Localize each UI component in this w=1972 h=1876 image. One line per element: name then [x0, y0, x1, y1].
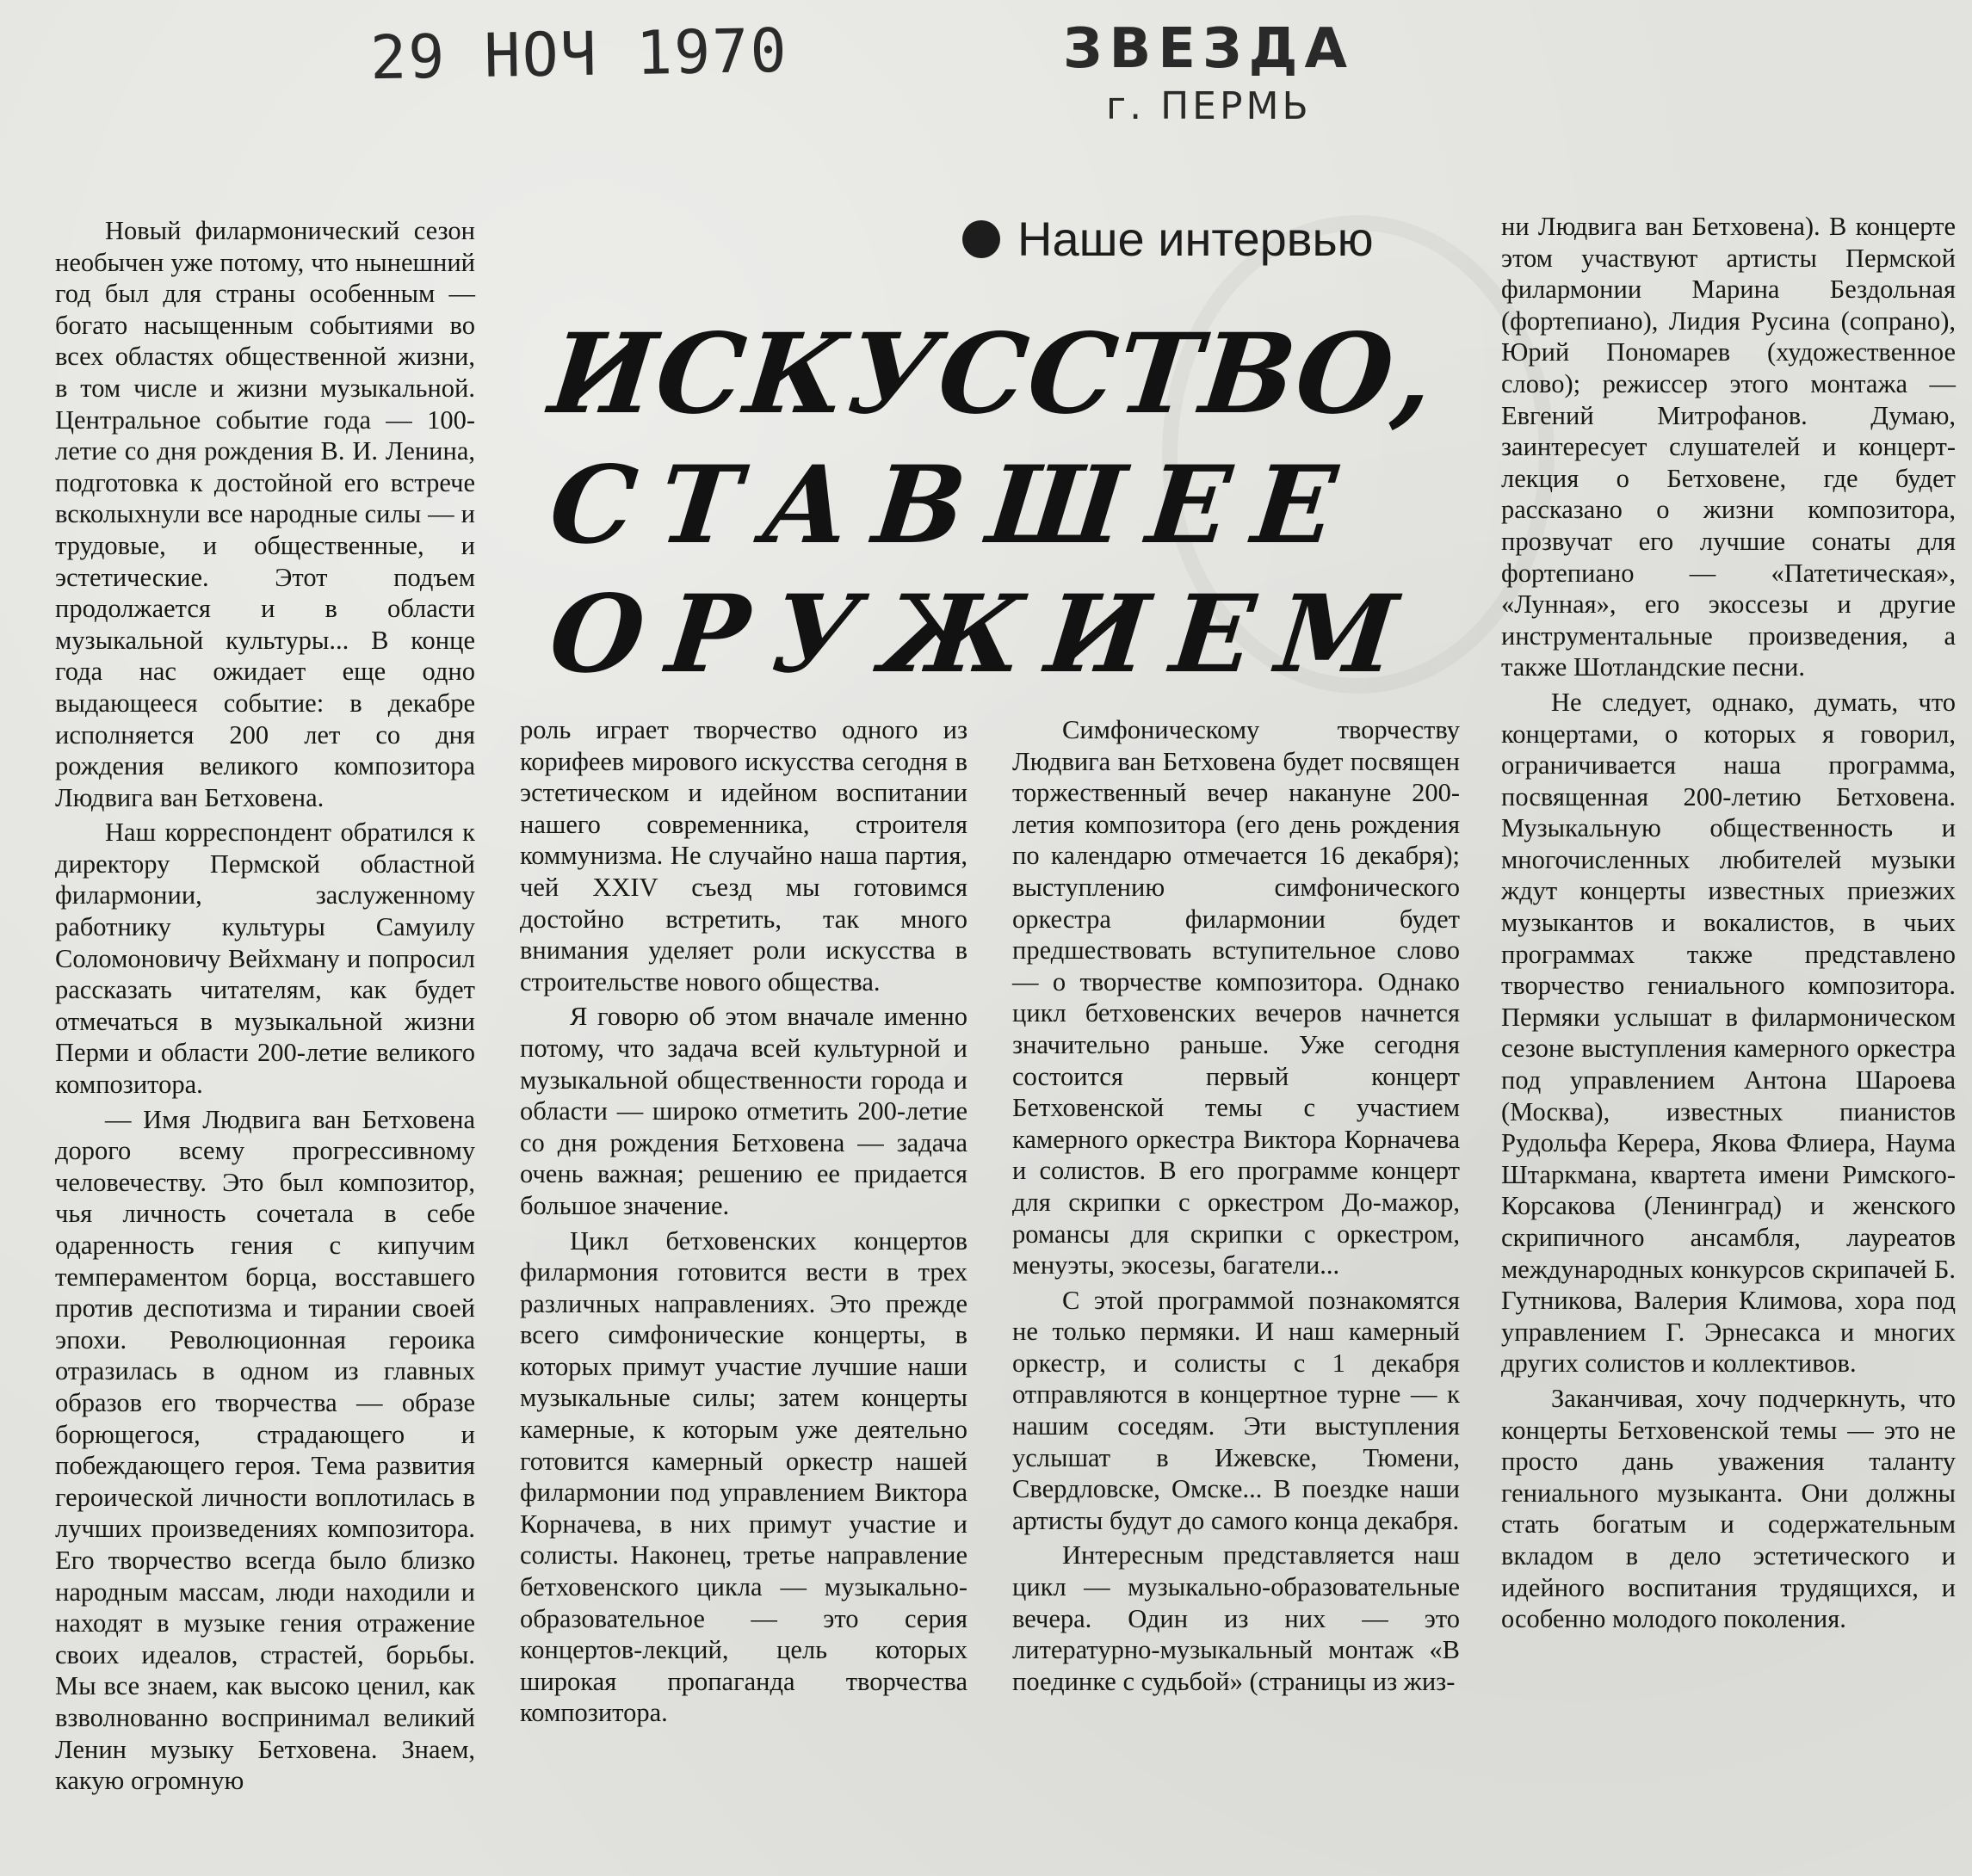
newspaper-name-stamp: ЗВЕЗДА: [1063, 17, 1354, 81]
paragraph: Цикл бетховенских концертов филармония готовится вести в трех различных направлениях. Это прежде всего симфонические концерты, в которых примут участие лучшие наши музыкальные силы; затем концерты камерные, к которым уже деятельно готовится камерный оркестр нашей филармонии под управлением Виктора Корначева, в них примут участие и солисты. Наконец, третье направление бетховенского цикла — музыкально-образовательное — это серия концертов-лекций, цель которых широкая пропаганда творчества композитора.: [520, 1225, 967, 1728]
article-column-1: [55, 215, 475, 1797]
paragraph: Новый филармонический сезон необычен уже потому, что нынешний год был для страны особенным — богато насыщенным событиями во всех областях общественной жизни, в том числе и жизни музыкальной. Центральное событие года — 100-летие со дня рождения В. И. Ленина, подготовка к достойной его встрече всколыхнули все народные силы — и трудовые, и общественные, и эстетические. Этот подъем продолжается и в области музыкальной культуры... В конце года нас ожидает еще одно выдающееся событие: в декабре исполняется 200 лет со дня рождения великого композитора Людвига ван Бетховена.: [55, 216, 475, 812]
headline-line-2: СТАВШЕЕ: [544, 443, 1366, 568]
rubric: [962, 211, 1374, 267]
article-column-4: [1501, 211, 1956, 1635]
paragraph: ни Людвига ван Бетховена). В концерте этом участвуют артисты Пермской филармонии Марина Бездольная (фортепиано), Лидия Русина (сопрано), Юрий Пономарев (художественное слово); режиссер этого монтажа — Евгений Митрофанов. Думаю, заинтересует слушателей и концерт-лекция о Бетховене, где будет рассказано о жизни композитора, прозвучат его лучшие сонаты для фортепиано — «Патетическая», «Лунная», его экоссезы и другие инструментальные произведения, а также Шотландские песни.: [1501, 212, 1956, 682]
paragraph: роль играет творчество одного из корифеев мирового искусства сегодня в эстетическом и идейном воспитании нашего современника, строителя коммунизма. Не случайно наша партия, чей XXIV съезд мы готовимся достойно встретить, так много внимания уделяет роли искусства в строительстве нового общества.: [520, 715, 967, 997]
paragraph: — Имя Людвига ван Бетховена дорого всему прогрессивному человечеству. Это был композитор, чья личность сочетала в себе одаренность гения с кипучим темпераментом борца, восставшего против деспотизма и тирании своей эпохи. Революционная героика отразилась в одном из главных образов его творчества — образе борющегося, страдающего и побеждающего героя. Тема развития героической личности воплотилась в лучших произведениях композитора. Его творчество всегда было близко народным массам, люди находили и находят в музыке гения отражение своих идеалов, страстей, борьбы. Мы все знаем, как высоко ценил, как взволнованно воспринимал великий Ленин музыку Бетховена. Знаем, какую огромную: [55, 1104, 475, 1796]
paragraph: Я говорю об этом вначале именно потому, что задача всей культурной и музыкальной общественности города и области — широко отметить 200-летие со дня рождения Бетховена — задача очень важная; решению ее придается большое значение.: [520, 1002, 967, 1220]
paragraph: Симфоническому творчеству Людвига ван Бетховена будет посвящен торжественный вечер накануне 200-летия композитора (его день рождения по календарю отмечается 16 декабря); выступлению симфонического оркестра филармонии будет предшествовать вступительное слово — о творчестве композитора. Однако цикл бетховенских вечеров начнется значительно раньше. Уже сегодня состоится первый концерт Бетховенской темы с участием камерного оркестра Виктора Корначева и солистов. В его программе концерт для скрипки с оркестром До-мажор, романсы для скрипки с оркестром, менуэты, экосезы, багатели...: [1012, 715, 1460, 1280]
paragraph: Не следует, однако, думать, что концертами, о которых я говорил, ограничивается наша программа, посвященная 200-летию Бетховена. Музыкальную общественность и многочисленных любителей музыки ждут концерты известных приезжих музыкантов и вокалистов, в чьих программах также представлено творчество гениального композитора. Пермяки услышат в филармоническом сезоне выступления камерного оркестра под управлением Антона Шароева (Москва), известных пианистов Рудольфа Керера, Якова Флиера, Наума Штаркмана, квартета имени Римского-Корсакова (Ленинград) и женского скрипичного ансамбля, лауреатов международных конкурсов скрипачей Б. Гутникова, Валерия Климова, хора под управлением Г. Эрнесакса и многих других солистов и коллективов.: [1501, 687, 1956, 1379]
rubric-label: Наше интервью: [1017, 212, 1374, 266]
city-stamp: г. ПЕРМЬ: [1106, 84, 1312, 128]
paragraph: Наш корреспондент обратился к директору Пермской областной филармонии, заслуженному работнику культуры Самуилу Соломоновичу Вейхману и попросил рассказать читателям, как будет отмечаться в музыкальной жизни Перми и области 200-летие великого композитора.: [55, 818, 475, 1100]
date-stamp: 29 НОЧ 1970: [369, 15, 789, 94]
headline-line-3: ОРУЖИЕМ: [544, 572, 1427, 697]
article-column-2: [520, 714, 967, 1729]
bullet-icon: [962, 220, 1000, 258]
article-column-3: [1012, 714, 1460, 1697]
paragraph: С этой программой познакомятся не только пермяки. И наш камерный оркестр, и солисты с 1 декабря отправляются в концертное турне — к нашим соседям. Эти выступления услышат в Ижевске, Тюмени, Свердловске, Омске... В поездке наши артисты будут до самого конца декабря.: [1012, 1285, 1460, 1535]
paragraph: Интересным представляется наш цикл — музыкально-образовательные вечера. Один из них — это литературно-музыкальный монтаж «В поединке с судьбой» (страницы из жиз-: [1012, 1540, 1460, 1696]
headline-line-1: ИСКУССТВО,: [544, 310, 1442, 439]
paragraph: Заканчивая, хочу подчеркнуть, что концерты Бетховенской темы — это не просто дань уважения таланту гениального музыканта. Они должны стать богатым и содержательным вкладом в дело эстетического и идейного воспитания трудящихся, и особенно молодого поколения.: [1501, 1383, 1956, 1634]
